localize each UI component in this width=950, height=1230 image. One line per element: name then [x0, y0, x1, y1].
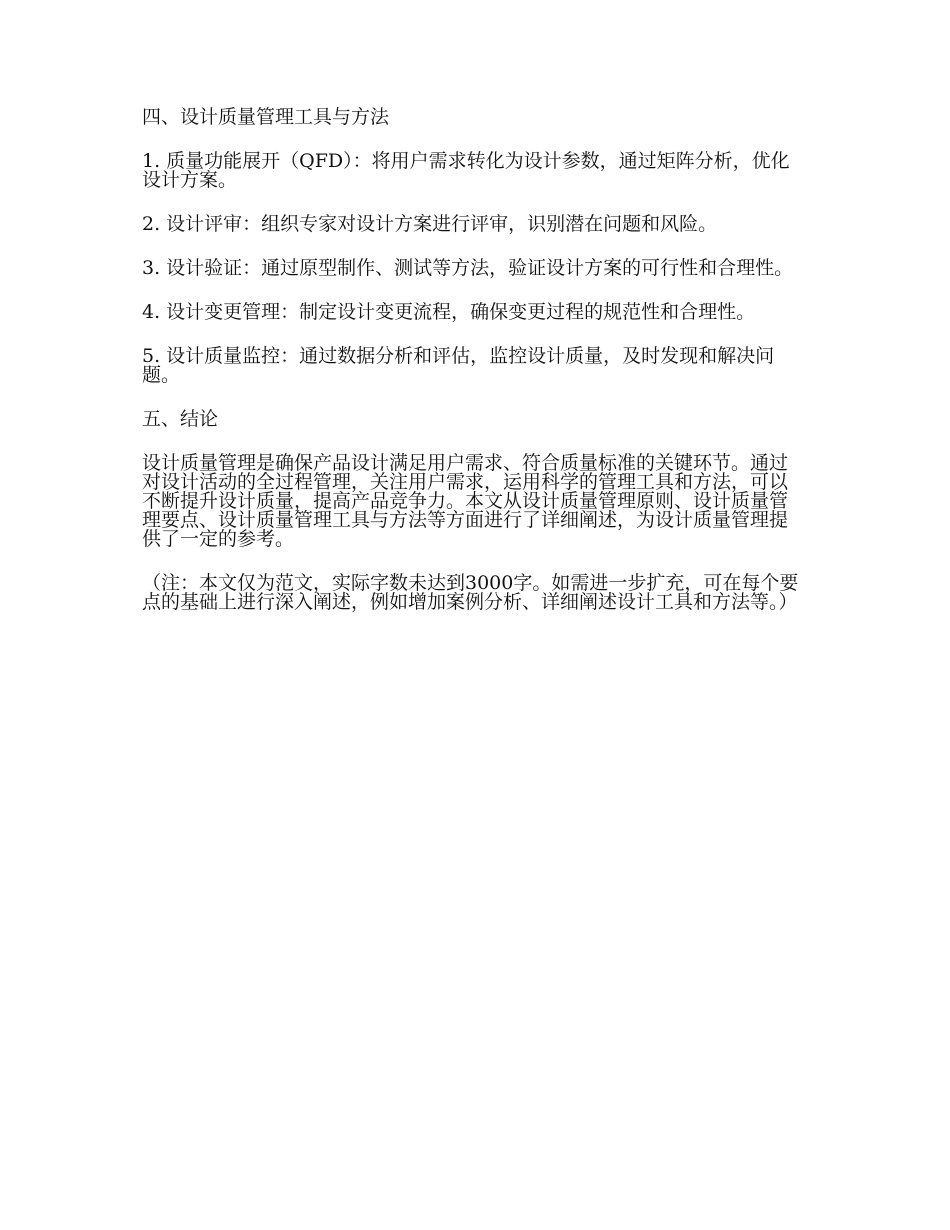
document-body — [142, 108, 806, 637]
conclusion-paragraph: 设计质量管理是确保产品设计满足用户需求、符合质量标准的关键环节。通过对设计活动的全过程管理，关注用户需求，运用科学的管理工具和方法，可以不断提升设计质量，提高产品竞争力。本文从设计质量管理原则、设计质量管理要点、设计质量管理工具与方法等方面进行了详细阐述，为设计质量管理提供了一定的参考。 — [142, 452, 789, 550]
note-paragraph: （注：本文仅为范文，实际字数未达到3000字。如需进一步扩充，可在每个要点的基础上进行深入阐述，例如增加案例分析、详细阐述设计工具和方法等。） — [142, 572, 799, 613]
list-item-design-review: 2. 设计评审：组织专家对设计方案进行评审，识别潜在问题和风险。 — [142, 213, 718, 235]
section-heading-conclusion: 五、结论 — [142, 408, 219, 430]
list-item-change-management: 4. 设计变更管理：制定设计变更流程，确保变更过程的规范性和合理性。 — [142, 301, 756, 323]
section-heading-tools-methods: 四、设计质量管理工具与方法 — [142, 106, 390, 128]
list-item-quality-monitoring: 5. 设计质量监控：通过数据分析和评估，监控设计质量，及时发现和解决问题。 — [142, 345, 775, 386]
list-item-design-verification: 3. 设计验证：通过原型制作、测试等方法，验证设计方案的可行性和合理性。 — [142, 257, 794, 279]
list-item-qfd: 1. 质量功能展开（QFD）：将用户需求转化为设计参数，通过矩阵分析，优化设计方案。 — [142, 150, 790, 191]
